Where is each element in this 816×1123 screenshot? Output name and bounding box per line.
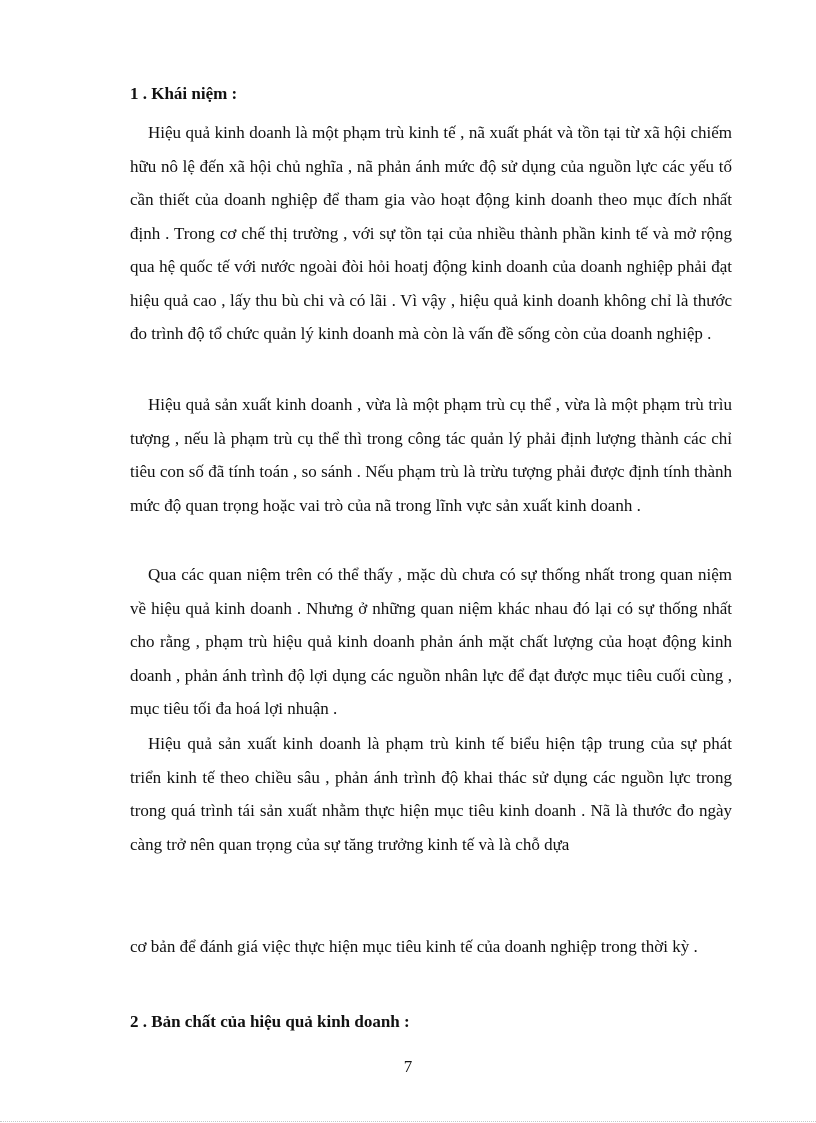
paragraph-5-continuation: cơ bản để đánh giá việc thực hiện mục tiêu kinh tế của doanh nghiệp trong thời kỳ . xyxy=(130,937,698,956)
paragraph-4: Hiệu quả sản xuất kinh doanh là phạm trù kinh tế biểu hiện tập trung của sự phát triển kinh tế theo chiều sâu , phản ánh trình độ khai thác sử dụng các nguồn lực trong trong quá trình tái sản xuất nhằm thực hiện mục tiêu kinh doanh . Nã là thước đo ngày càng trở nên quan trọng của sự tăng trưởng kinh tế và là chỗ dựa xyxy=(130,734,732,854)
page-bottom-divider xyxy=(0,1121,816,1122)
paragraph-1: Hiệu quả kinh doanh là một phạm trù kinh tế , nã xuất phát và tồn tại từ xã hội chiếm hữu nô lệ đến xã hội chủ nghĩa , nã phản ánh mức độ sử dụng của nguồn lực các yếu tố cần thiết của doanh nghiệp để tham gia vào hoạt động kinh doanh theo mục đích nhất định . Trong cơ chế thị trường , với sự tồn tại của nhiều thành phần kinh tế và mở rộng qua hệ quốc tế với nước ngoài đòi hỏi hoatj động kinh doanh của doanh nghiệp phải đạt hiệu quả cao , lấy thu bù chi và có lãi . Vì vậy , hiệu quả kinh doanh không chỉ là thước đo trình độ tổ chức quản lý kinh doanh mà còn là vấn đề sống còn của doanh nghiệp . xyxy=(130,123,732,343)
section-heading-ban-chat: 2 . Bản chất của hiệu quả kinh doanh : xyxy=(130,1012,410,1031)
paragraph-2: Hiệu quả sản xuất kinh doanh , vừa là một phạm trù cụ thể , vừa là một phạm trù trìu tượng , nếu là phạm trù cụ thể thì trong công tác quản lý phải định lượng thành các chỉ tiêu con số đã tính toán , so sánh . Nếu phạm trù là trừu tượng phải được định tính thành mức độ quan trọng hoặc vai trò của nã trong lĩnh vực sản xuất kinh doanh . xyxy=(130,395,732,515)
page-number: 7 xyxy=(403,1057,413,1076)
section-heading-khai-niem: 1 . Khái niệm : xyxy=(130,84,238,103)
paragraph-3: Qua các quan niệm trên có thể thấy , mặc dù chưa có sự thống nhất trong quan niệm về hiệu quả kinh doanh . Nhưng ở những quan niệm khác nhau đó lại có sự thống nhất cho rằng , phạm trù hiệu quả kinh doanh phản ánh mặt chất lượng của hoạt động kinh doanh , phản ánh trình độ lợi dụng các nguồn nhân lực để đạt được mục tiêu cuối cùng , mục tiêu tối đa hoá lợi nhuận . xyxy=(130,565,732,718)
